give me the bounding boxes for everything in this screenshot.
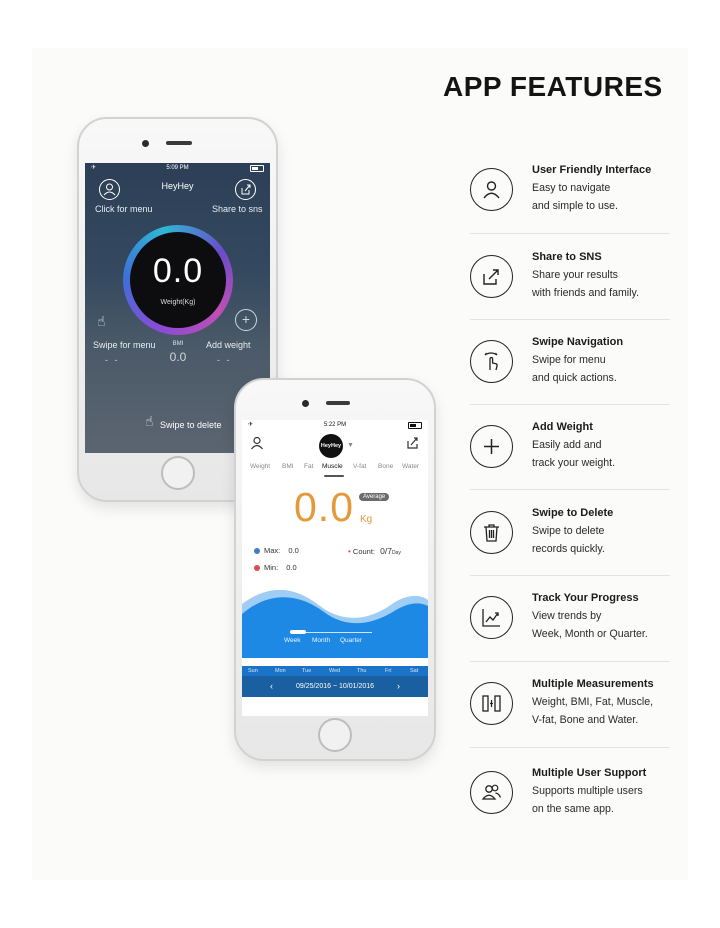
feature-desc-line2: records quickly. [532,543,605,555]
app-header [242,430,428,452]
front-camera [142,140,149,147]
active-tab-indicator [324,475,344,477]
swipe-for-menu-label: Swipe for menu [93,340,156,350]
max-value: 0.0 [288,546,299,555]
max-stat [254,546,299,555]
airplane-icon: ✈ [91,165,97,171]
home-button[interactable] [318,718,352,752]
tab-v-fat[interactable]: V-fat [353,463,367,470]
share-icon[interactable] [235,179,256,200]
min-label: Min: [264,563,279,572]
divider [470,661,670,662]
status-bar [85,163,270,173]
feature-desc-line2: with friends and family. [532,287,639,299]
feature-desc-line2: track your weight. [532,457,616,469]
wave-graph [242,580,428,658]
measurement-value: 0.0 [294,484,354,530]
tab-fat[interactable]: Fat [304,463,314,470]
count-unit: Day [391,550,401,556]
divider [470,233,670,234]
weekday-row [242,666,428,676]
earpiece-speaker [166,141,192,145]
status-bar [242,420,428,430]
weekday-mon: Mon [275,668,286,674]
range-month[interactable]: Month [312,637,331,644]
weight-value: 0.0 [152,252,204,290]
feature-title: User Friendly Interface [532,164,652,176]
feature-desc-line1: View trends by [532,610,602,622]
weekday-thu: Thu [357,668,367,674]
add-weight-button[interactable]: + [235,309,257,331]
battery-icon [250,165,264,172]
add-weight-placeholder: - - [217,355,232,365]
metric-tabs [242,461,428,473]
tab-muscle[interactable]: Muscle [322,463,343,470]
swipe-hand-icon: ☝ [97,313,106,329]
tab-water[interactable]: Water [402,463,420,470]
multi-user-icon [470,771,513,814]
bmi-label: BMI [172,341,184,347]
airplane-icon: ✈ [248,422,254,428]
profile-icon[interactable] [250,436,264,450]
weekday-tue: Tue [302,668,312,674]
average-badge[interactable]: Average [359,493,389,501]
earpiece-speaker [326,401,350,405]
weekday-sun: Sun [248,668,258,674]
weekday-sat: Sat [410,668,419,674]
phone-mockup-stats [234,378,436,761]
tab-weight[interactable]: Weight [250,463,271,470]
feature-desc-line1: Easy to navigate [532,182,611,194]
app-title: HeyHey [161,181,194,191]
feature-desc-line1: Easily add and [532,439,602,451]
divider [470,489,670,490]
count-dot-icon: • [348,547,351,556]
tab-bone[interactable]: Bone [378,463,394,470]
measurements-icon [470,682,513,725]
feature-desc-line2: and simple to use. [532,200,618,212]
measurement-unit: Kg [360,514,373,525]
click-for-menu-label: Click for menu [95,204,153,214]
plus-icon [470,425,513,468]
count-stat [348,546,401,556]
weekday-fri: Fri [385,668,392,674]
share-icon[interactable] [406,436,420,450]
feature-desc-line1: Supports multiple users [532,785,643,797]
chevron-down-icon[interactable]: ▼ [347,442,354,449]
feature-title: Swipe to Delete [532,507,614,519]
feature-desc-line1: Swipe for menu [532,354,606,366]
max-label: Max: [264,546,281,555]
tap-hand-icon: ☝ [145,413,154,429]
feature-title: Track Your Progress [532,592,639,604]
chevron-right-icon[interactable]: › [397,681,400,691]
battery-icon [408,422,422,429]
feature-title: Add Weight [532,421,593,433]
slider-knob[interactable] [290,630,306,634]
feature-title: Swipe Navigation [532,336,624,348]
feature-title: Multiple User Support [532,767,647,779]
divider [470,575,670,576]
range-week[interactable]: Week [284,637,301,644]
feature-title: Multiple Measurements [532,678,654,690]
bmi-value: 0.0 [169,350,187,364]
count-value: 0/7 [380,546,392,556]
min-dot-icon [254,565,260,571]
count-label: Count: [352,547,376,556]
min-value: 0.0 [286,563,297,572]
status-time: 5:22 PM [323,422,347,428]
front-camera [302,400,309,407]
share-icon [470,255,513,298]
feature-title: Share to SNS [532,251,602,263]
swipe-to-delete-label: Swipe to delete [160,420,222,430]
status-time: 5:09 PM [166,165,189,171]
add-weight-label: Add weight [206,340,251,350]
weekday-wed: Wed [329,668,341,674]
share-to-sns-label: Share to sns [212,204,263,214]
swipe-menu-placeholder: - - [105,355,120,365]
feature-desc-line2: V-fat, Bone and Water. [532,714,639,726]
trash-icon [470,511,513,554]
home-button[interactable] [161,456,195,490]
weight-dial [130,232,226,328]
weight-unit: Weight(Kg) [160,299,196,306]
trend-chart-icon [470,596,513,639]
stats-screen [242,420,428,716]
divider [470,319,670,320]
max-dot-icon [254,548,260,554]
tab-bmi[interactable]: BMI [282,463,294,470]
feature-desc-line2: Week, Month or Quarter. [532,628,648,640]
feature-desc-line1: Weight, BMI, Fat, Muscle, [532,696,654,708]
divider [470,404,670,405]
page-heading: APP FEATURES [443,71,663,102]
feature-desc-line1: Swipe to delete [532,525,605,537]
swipe-hand-icon [470,340,513,383]
chevron-left-icon[interactable]: ‹ [270,681,273,691]
feature-desc-line1: Share your results [532,269,618,281]
feature-desc-line2: and quick actions. [532,372,617,384]
divider [470,747,670,748]
date-navigator [242,676,428,697]
app-logo[interactable]: HeyHey [319,434,343,458]
date-range: 09/25/2016 ~ 10/01/2016 [295,683,375,690]
user-icon [470,168,513,211]
min-stat [254,563,297,572]
range-quarter[interactable]: Quarter [340,637,363,644]
feature-desc-line2: on the same app. [532,803,614,815]
